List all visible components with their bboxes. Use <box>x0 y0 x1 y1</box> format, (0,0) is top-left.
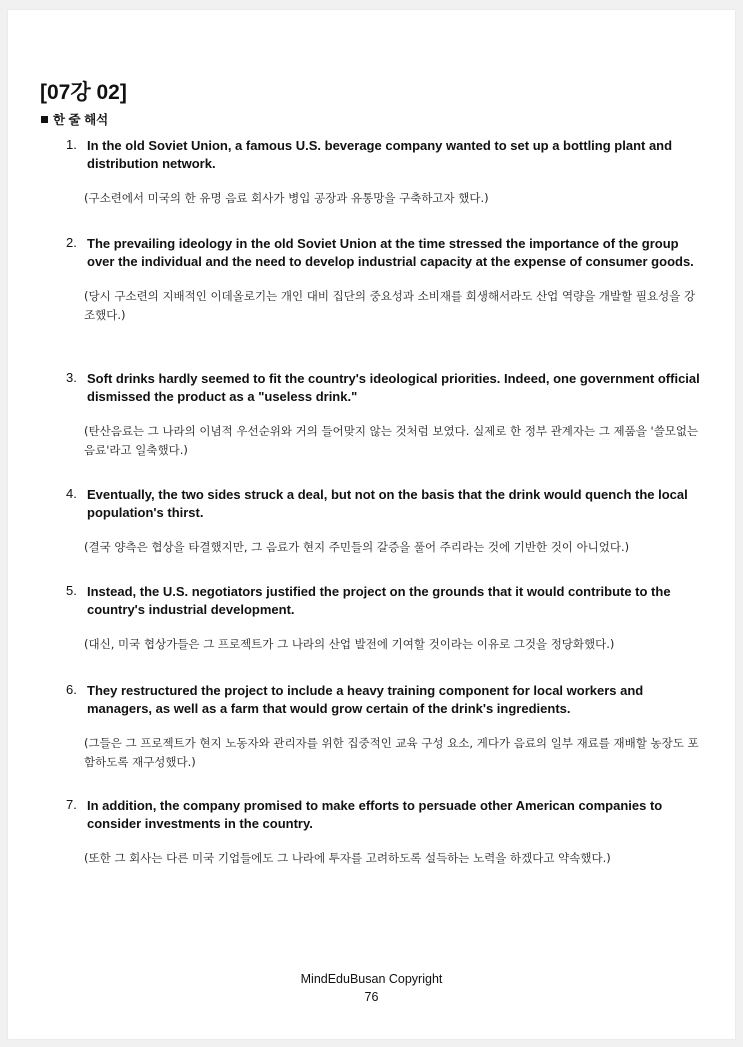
sentence-item-3 <box>66 370 706 460</box>
sentence-item-6 <box>66 682 706 772</box>
korean-translation: (대신, 미국 협상가들은 그 프로젝트가 그 나라의 산업 발전에 기여할 것이라는 이유로 그것을 정당화했다.) <box>84 637 615 651</box>
section-heading-label: 한 줄 해석 <box>53 113 109 127</box>
sentence-number: 2. <box>66 235 77 250</box>
sentence-number: 1. <box>66 137 77 152</box>
korean-translation: (탄산음료는 그 나라의 이념적 우선순위와 거의 들어맞지 않는 것처럼 보였다. 실제로 한 정부 관계자는 그 제품을 '쓸모없는 음료'라고 일축했다.) <box>84 424 699 457</box>
korean-translation: (결국 양측은 협상을 타결했지만, 그 음료가 현지 주민들의 갈증을 풀어 주리라는 것에 기반한 것이 아니었다.) <box>84 540 630 554</box>
sentence-number: 7. <box>66 797 77 812</box>
page-footer <box>8 970 735 1006</box>
sentence-item-4 <box>66 486 706 557</box>
korean-translation: (그들은 그 프로젝트가 현지 노동자와 관리자를 위한 집중적인 교육 구성 요소, 게다가 음료의 일부 재료를 재배할 농장도 포함하도록 재구성했다.) <box>84 736 699 769</box>
english-sentence: The prevailing ideology in the old Soviet Union at the time stressed the importance of the group over the individual and the need to develop industrial capacity at the expense of consumer goods. <box>87 236 694 269</box>
lesson-title: [07강 02] <box>40 81 127 104</box>
sentence-item-7 <box>66 797 706 868</box>
sentence-item-1 <box>66 137 706 208</box>
sentence-number: 6. <box>66 682 77 697</box>
square-bullet-icon <box>41 116 48 123</box>
english-sentence: Eventually, the two sides struck a deal, but not on the basis that the drink would quench the local population's thirst. <box>87 487 688 520</box>
copyright-text: MindEduBusan Copyright <box>300 972 443 986</box>
korean-translation: (구소련에서 미국의 한 유명 음료 회사가 병입 공장과 유통망을 구축하고자 했다.) <box>84 191 489 205</box>
sentence-number: 5. <box>66 583 77 598</box>
english-sentence: In addition, the company promised to make efforts to persuade other American companies to consider investments in the country. <box>87 798 663 831</box>
korean-translation: (또한 그 회사는 다른 미국 기업들에도 그 나라에 투자를 고려하도록 설득하는 노력을 하겠다고 약속했다.) <box>84 851 611 865</box>
document-page <box>8 10 735 1039</box>
english-sentence: They restructured the project to include a heavy training component for local workers and managers, as well as a farm that would grow certain of the drink's ingredients. <box>87 683 644 716</box>
korean-translation: (당시 구소련의 지배적인 이데올로기는 개인 대비 집단의 중요성과 소비재를 희생해서라도 산업 역량을 개발할 필요성을 강조했다.) <box>84 289 696 322</box>
sentence-item-5 <box>66 583 706 654</box>
english-sentence: In the old Soviet Union, a famous U.S. beverage company wanted to set up a bottling plant and distribution network. <box>87 138 673 171</box>
section-heading <box>41 110 108 128</box>
sentence-item-2 <box>66 235 706 325</box>
english-sentence: Soft drinks hardly seemed to fit the country's ideological priorities. Indeed, one government official dismissed the product as a "useless drink." <box>87 371 700 404</box>
page-number: 76 <box>364 990 379 1004</box>
sentence-number: 3. <box>66 370 77 385</box>
sentence-number: 4. <box>66 486 77 501</box>
english-sentence: Instead, the U.S. negotiators justified the project on the grounds that it would contribute to the country's industrial development. <box>87 584 671 617</box>
